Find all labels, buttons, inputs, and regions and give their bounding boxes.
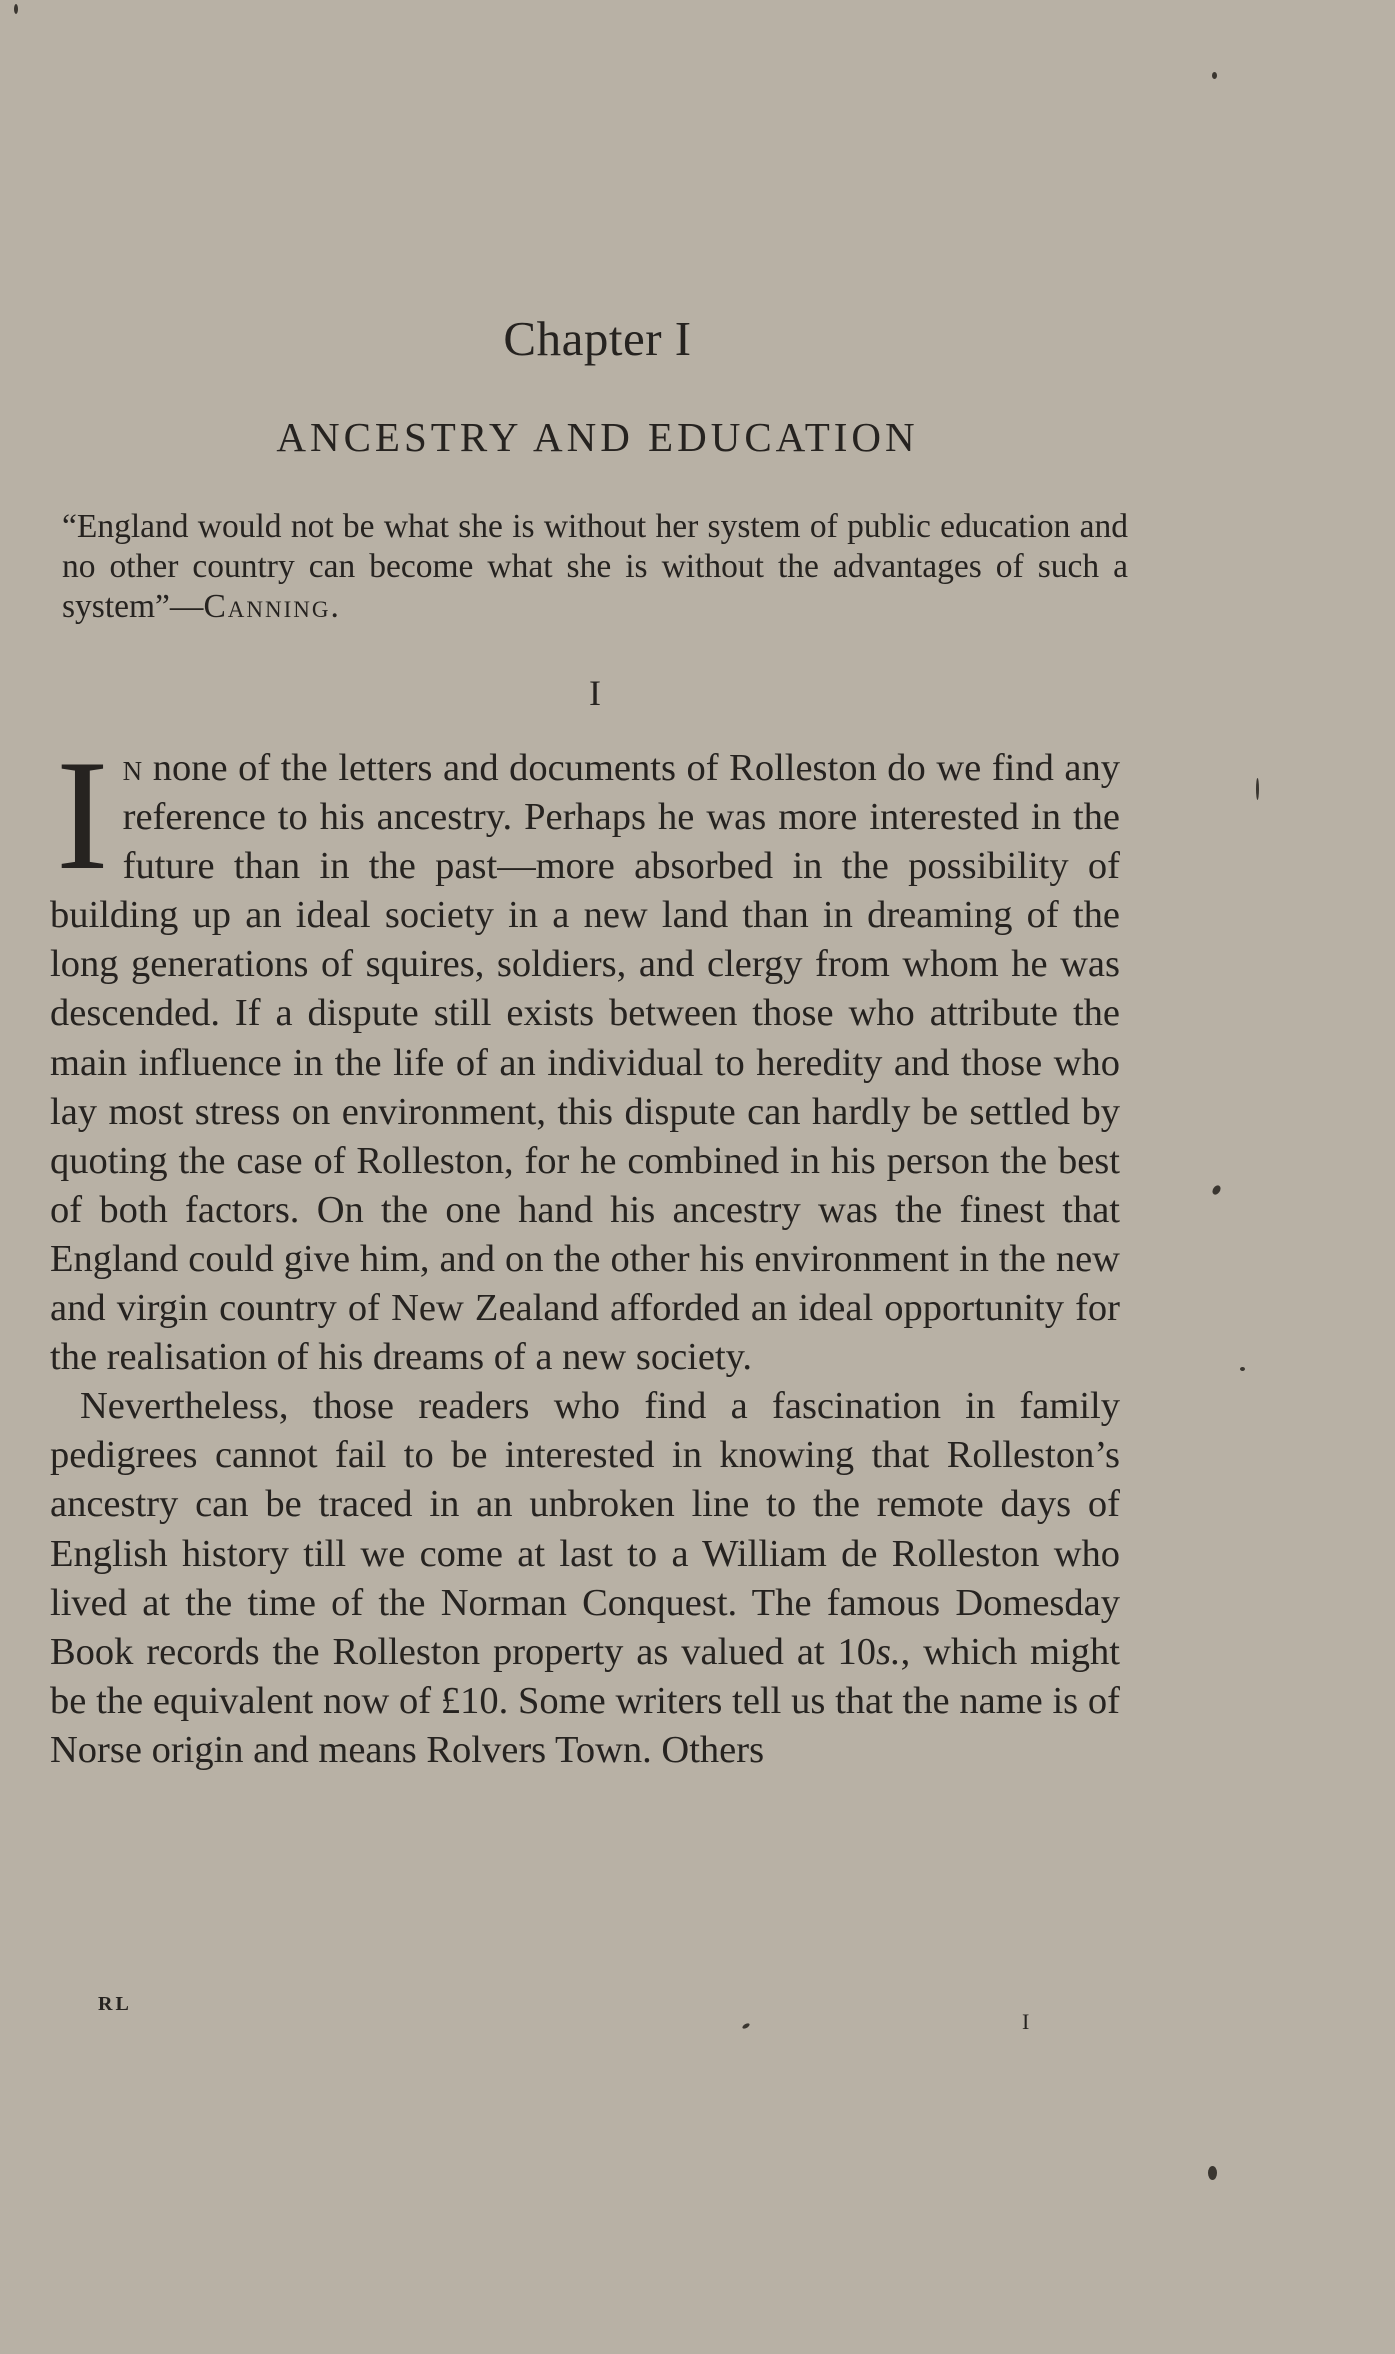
body-text [50, 728, 1120, 1775]
paper-speck [14, 4, 18, 14]
paragraph-2-text-a: Nevertheless, those readers who find a fascination in family pedigrees cannot fail to be interested in knowing that Rolleston’s ancestry can be traced in an unbroken line to the remote days of English history till we come at last to a William de Rolleston who lived at the time of the Norman Conquest. The famous Domesday Book records the Rolleston property as valued at 10 [50, 1385, 1120, 1673]
first-word-rest: n [122, 747, 143, 789]
currency-unit: s. [876, 1630, 901, 1673]
epigraph [62, 507, 1128, 627]
drop-cap: I [56, 728, 109, 903]
paper-speck [1208, 2166, 1217, 2180]
paragraph-1-text: none of the letters and documents of Rolleston do we find any reference to his ancestry. Perhaps he was more interested in the future than in the past—more absorbed in the possibility of building up an ideal society in a new land than in dreaming of the long generations of squires, soldiers, and clergy from whom he was descended. If a dispute still exists between those who attribute the main influence in the life of an individual to heredity and those who lay most stress on environment, this dispute can hardly be settled by quoting the case of Rolleston, for he combined in his person the best of both factors. On the one hand his ancestry was the finest that England could give him, and on the other his environment in the new and virgin country of New Zealand afforded an ideal opportunity for the realisation of his dreams of a new society. [50, 747, 1120, 1379]
paper-speck [1211, 1184, 1222, 1196]
paper-speck [1240, 1367, 1245, 1371]
page-number: I [1022, 2009, 1030, 2034]
chapter-subtitle: ANCESTRY AND EDUCATION [276, 414, 919, 460]
paragraph-2-text-b: , which might be the equivalent now of £10. Some writers tell us that the name is of Norse origin and means Rolvers Town. Others [50, 1630, 1120, 1771]
paper-speck [742, 2022, 751, 2029]
paper-speck [1256, 778, 1259, 800]
epigraph-author: Canning [203, 588, 331, 625]
paper-speck [1212, 72, 1217, 79]
section-number: I [589, 673, 601, 713]
epigraph-end: . [330, 588, 339, 625]
paragraph-2 [50, 1382, 1120, 1775]
signature-mark: RL [98, 1993, 132, 2015]
epigraph-quote: “England would not be what she is without her system of public education and no other country can become what she is without the advantages of such a system”— [62, 508, 1128, 625]
chapter-title: Chapter I [503, 311, 692, 366]
paragraph-1 [50, 728, 1120, 1382]
